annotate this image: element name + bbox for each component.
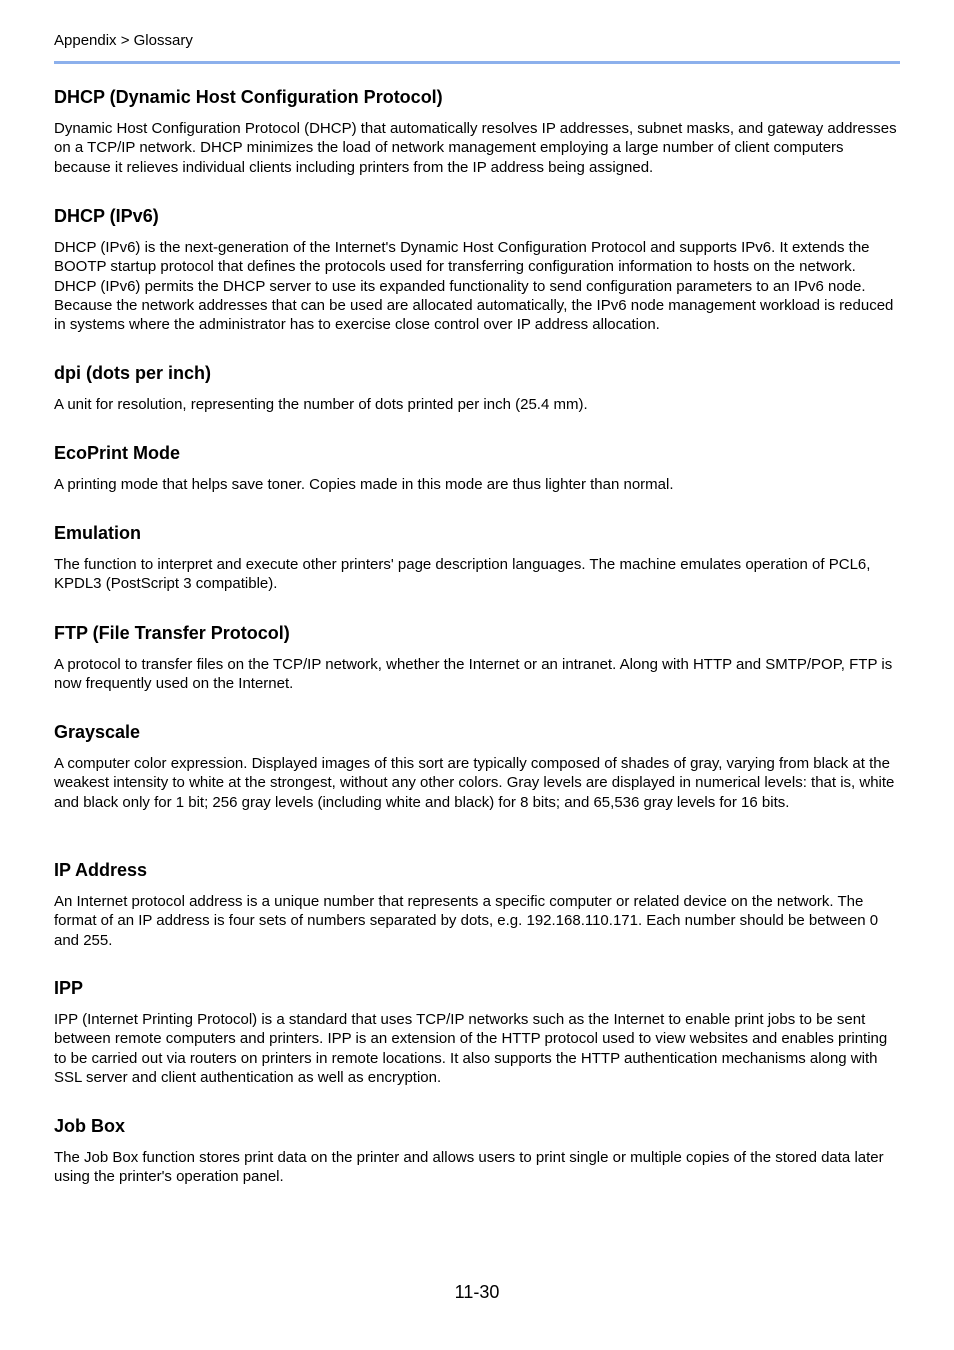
glossary-entry-ip-address	[54, 859, 900, 950]
page-number: 11-30	[454, 1282, 500, 1302]
glossary-term: IP Address	[54, 860, 148, 880]
glossary-entry-ipp	[54, 977, 900, 1087]
glossary-entry-dpi	[54, 362, 900, 414]
glossary-entry-ftp	[54, 622, 900, 694]
glossary-entry-grayscale	[54, 721, 900, 812]
breadcrumb: Appendix > Glossary	[54, 32, 193, 49]
glossary-definition: A unit for resolution, representing the number of dots printed per inch (25.4 mm).	[54, 396, 588, 413]
glossary-definition: A computer color expression. Displayed images of this sort are typically composed of shades of gray, varying from black at the weakest intensity to white at the strongest, without any other colors. Gray levels are displayed in numerical levels: that is, white and black only for 1 bit; 256 gray levels (including white and black) for 8 bits; and 65,536 gray levels for 16 bits.	[54, 755, 895, 811]
glossary-definition: Dynamic Host Configuration Protocol (DHCP) that automatically resolves IP addresses, subnet masks, and gateway addresses on a TCP/IP network. DHCP minimizes the load of network management employing a large number of client computers because it relieves individual clients including printers from the IP address being assigned.	[54, 120, 897, 176]
glossary-term: Job Box	[54, 1116, 126, 1136]
glossary-definition: A protocol to transfer files on the TCP/IP network, whether the Internet or an intranet. Along with HTTP and SMTP/POP, FTP is now frequently used on the Internet.	[54, 656, 893, 693]
glossary-entry-job-box	[54, 1115, 900, 1187]
glossary-definition: A printing mode that helps save toner. Copies made in this mode are thus lighter than normal.	[54, 476, 674, 493]
glossary-term: DHCP (IPv6)	[54, 206, 159, 226]
glossary-definition: The Job Box function stores print data on the printer and allows users to print single or multiple copies of the stored data later using the printer's operation panel.	[54, 1149, 884, 1186]
glossary-term: IPP	[54, 978, 84, 998]
glossary-term: FTP (File Transfer Protocol)	[54, 623, 290, 643]
header-divider	[54, 61, 900, 64]
glossary-term: Emulation	[54, 523, 142, 543]
glossary-definition: The function to interpret and execute other printers' page description languages. The machine emulates operation of PCL6, KPDL3 (PostScript 3 compatible).	[54, 556, 871, 593]
glossary-entry-emulation	[54, 522, 900, 594]
glossary-definition: IPP (Internet Printing Protocol) is a standard that uses TCP/IP networks such as the Internet to enable print jobs to be sent between remote computers and printers. IPP is an extension of the HTTP protocol used to view websites and enables printing to be carried out via routers on printers in remote locations. It also supports the HTTP authentication mechanisms along with SSL server and client authentication as well as encryption.	[54, 1011, 888, 1086]
glossary-definition: DHCP (IPv6) is the next-generation of the Internet's Dynamic Host Configuration Protocol and supports IPv6. It extends the BOOTP startup protocol that defines the protocols used for transferring configuration information to hosts on the network. DHCP (IPv6) permits the DHCP server to use its expanded functionality to send configuration parameters to an IPv6 node. Because the network addresses that can be used are allocated automatically, the IPv6 node management workload is reduced in systems where the administrator has to exercise close control over IP address allocation.	[54, 239, 894, 334]
glossary-term: EcoPrint Mode	[54, 443, 181, 463]
glossary-entry-ecoprint-mode	[54, 442, 900, 494]
glossary-entry-dhcp	[54, 86, 900, 177]
glossary-definition: An Internet protocol address is a unique number that represents a specific computer or related device on the network. The format of an IP address is four sets of numbers separated by dots, e.g. 192.168.110.171. Each number should be between 0 and 255.	[54, 893, 879, 949]
glossary-entry-dhcp-ipv6	[54, 205, 900, 334]
glossary-term: Grayscale	[54, 722, 141, 742]
glossary-term: dpi (dots per inch)	[54, 363, 211, 383]
glossary-term: DHCP (Dynamic Host Configuration Protocol)	[54, 87, 443, 107]
